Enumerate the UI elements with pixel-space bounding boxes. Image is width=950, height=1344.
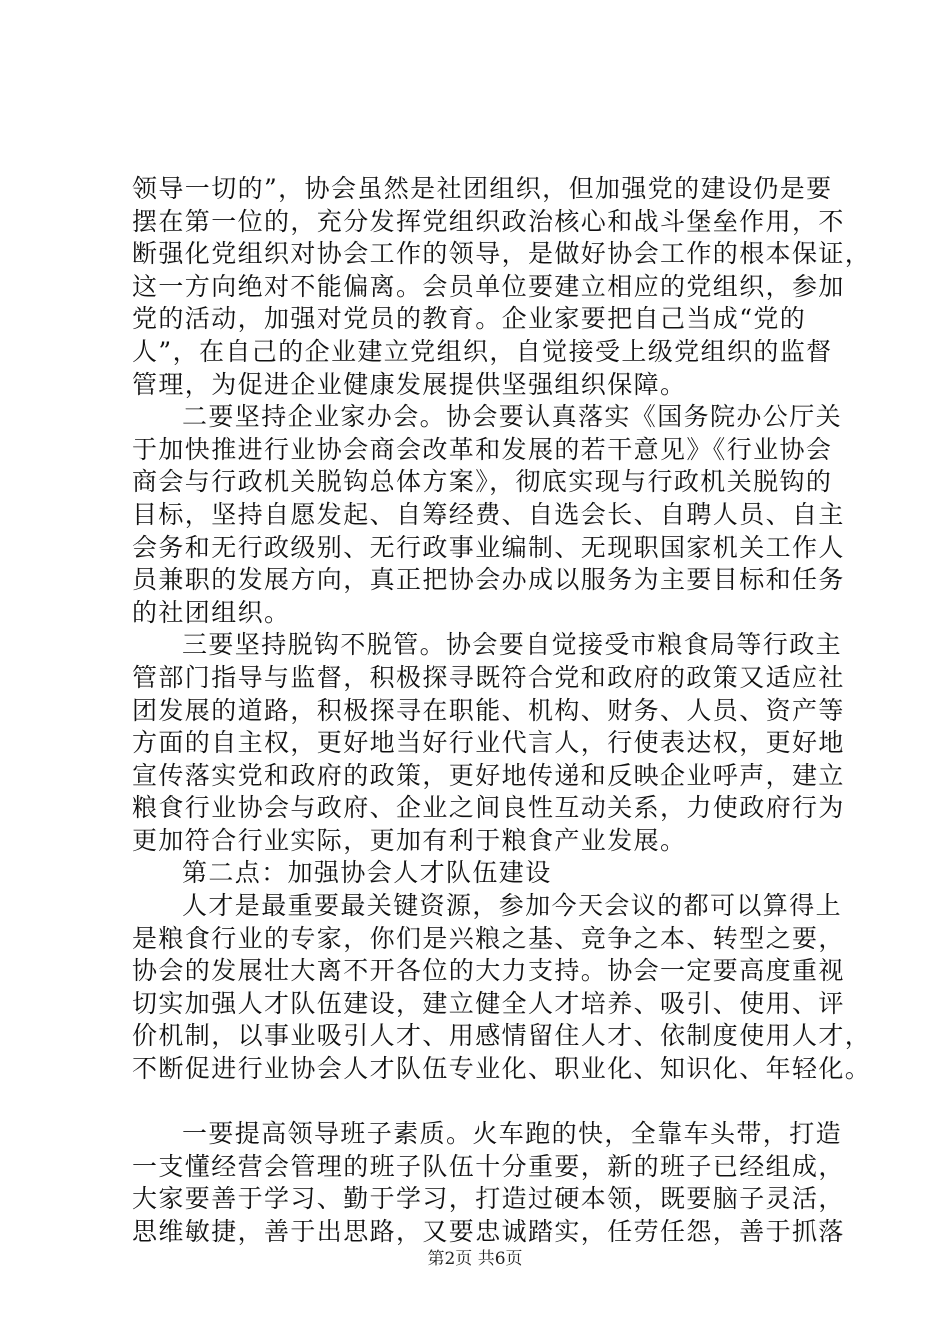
page-number-footer: 第2页 共6页 (427, 1249, 523, 1269)
text-line: 团发展的道路，积极探寻在职能、机构、财务、人员、资产等 (132, 695, 845, 725)
text-line: 管部门指导与监督，积极探寻既符合党和政府的政策又适应社 (132, 662, 845, 692)
text-line: 方面的自主权，更好地当好行业代言人，行使表达权，更好地 (132, 728, 845, 758)
text-line: 价机制，以事业吸引人才、用感情留住人才、依制度使用人才， (132, 1021, 872, 1051)
text-line: 商会与行政机关脱钩总体方案》，彻底实现与行政机关脱钩的 (132, 467, 833, 497)
text-line: 大家要善于学习、勤于学习，打造过硬本领，既要脑子灵活， (132, 1184, 845, 1214)
paragraph-first-line: 人才是最重要最关键资源，参加今天会议的都可以算得上 (182, 891, 843, 921)
paragraph-gap (132, 1086, 832, 1119)
text-line: 协会的发展壮大离不开各位的大力支持。协会一定要高度重视 (132, 956, 845, 986)
text-line: 不断促进行业协会人才队伍专业化、职业化、知识化、年轻化。 (132, 1054, 872, 1084)
text-line: 断强化党组织对协会工作的领导，是做好协会工作的根本保证， (132, 239, 872, 269)
paragraph-first-line: 二要坚持企业家办会。协会要认真落实《国务院办公厅关 (182, 402, 843, 432)
section-heading: 第二点：加强协会人才队伍建设 (182, 858, 552, 888)
paragraph-first-line: 三要坚持脱钩不脱管。协会要自觉接受市粮食局等行政主 (182, 630, 843, 660)
text-line: 摆在第一位的，充分发挥党组织政治核心和战斗堡垒作用，不 (132, 206, 845, 236)
text-line: 的社团组织。 (132, 597, 291, 627)
paragraph-first-line: 一要提高领导班子素质。火车跑的快，全靠车头带，打造 (182, 1119, 843, 1149)
text-line: 管理，为促进企业健康发展提供坚强组织保障。 (132, 369, 687, 399)
text-line: 这一方向绝对不能偏离。会员单位要建立相应的党组织，参加 (132, 271, 845, 301)
text-line: 目标，坚持自愿发起、自筹经费、自选会长、自聘人员、自主 (132, 499, 845, 529)
text-line: 切实加强人才队伍建设，建立健全人才培养、吸引、使用、评 (132, 988, 845, 1018)
text-line: 粮食行业协会与政府、企业之间良性互动关系，力使政府行为 (132, 793, 845, 823)
text-line: 人”，在自己的企业建立党组织，自觉接受上级党组织的监督 (132, 336, 833, 366)
text-line: 是粮食行业的专家，你们是兴粮之基、竞争之本、转型之要， (132, 923, 845, 953)
text-line: 党的活动，加强对党员的教育。企业家要把自己当成“党的 (132, 304, 807, 334)
text-line: 思维敏捷，善于出思路，又要忠诚踏实，任劳任怨，善于抓落 (132, 1217, 845, 1246)
text-line: 员兼职的发展方向，真正把协会办成以服务为主要目标和任务 (132, 565, 845, 595)
text-line: 宣传落实党和政府的政策，更好地传递和反映企业呼声，建立 (132, 760, 845, 790)
text-line: 更加符合行业实际，更加有利于粮食产业发展。 (132, 825, 687, 855)
text-line: 会务和无行政级别、无行政事业编制、无现职国家机关工作人 (132, 532, 845, 562)
text-line: 一支懂经营会管理的班子队伍十分重要，新的班子已经组成， (132, 1151, 845, 1181)
text-line: 领导一切的”，协会虽然是社团组织，但加强党的建设仍是要 (132, 174, 833, 203)
text-line: 于加快推进行业协会商会改革和发展的若干意见》《行业协会 (132, 434, 833, 464)
document-body (132, 173, 872, 1249)
